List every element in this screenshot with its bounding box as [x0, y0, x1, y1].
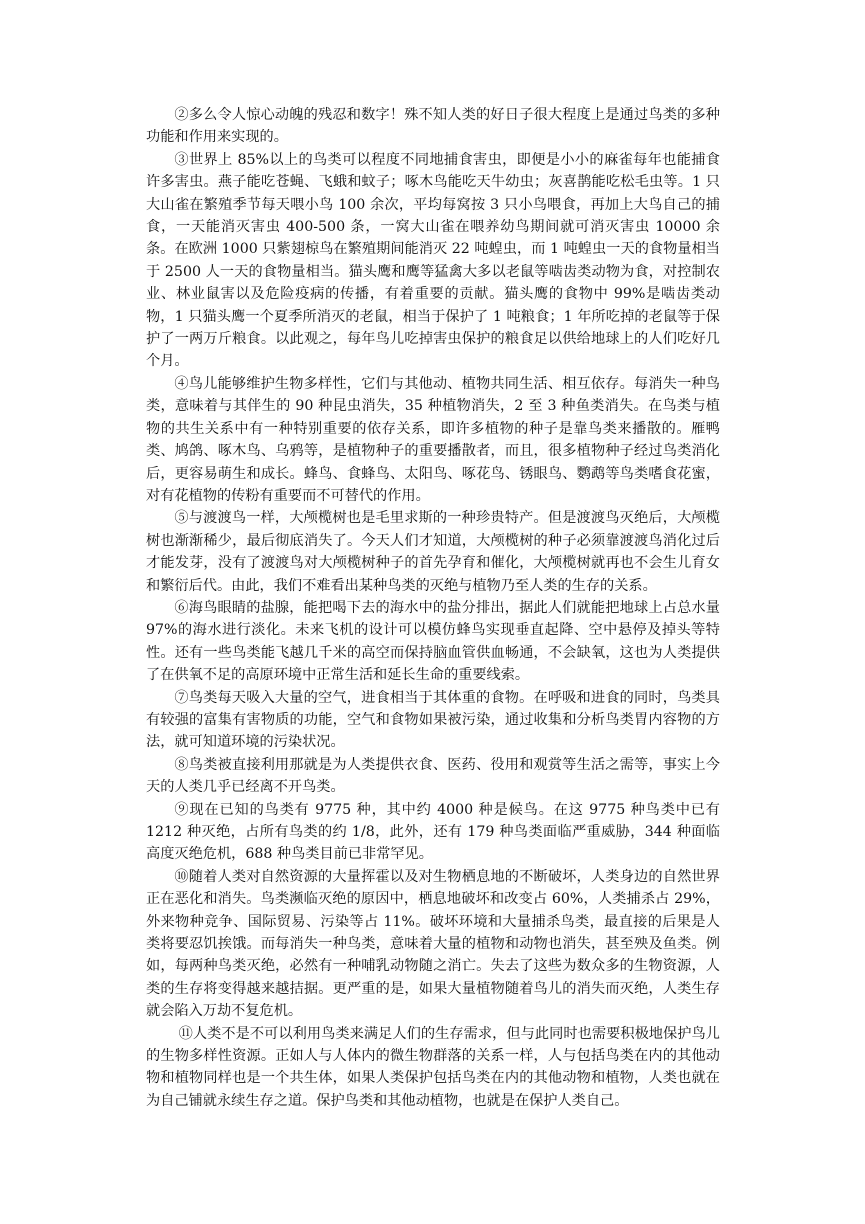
- paragraph-7: ⑦鸟类每天吸入大量的空气，进食相当于其体重的食物。在呼吸和进食的同时，鸟类具有较强的富集有害物质的功能，空气和食物如果被污染，通过收集和分析鸟类胃内容物的方法，就可知道环境的污染状况。: [146, 689, 720, 751]
- paragraph-3: ③世界上 85%以上的鸟类可以程度不同地捕食害虫，即便是小小的麻雀每年也能捕食许多害虫。燕子能吃苍蝇、飞蛾和蚊子；啄木鸟能吃天牛幼虫；灰喜鹊能吃松毛虫等。1 只大山雀在繁殖季节每天喂小鸟 100 余次，平均每窝按 3 只小鸟喂食，再加上大鸟自己的捕食，一天能消灭害虫 400-500 条，一窝大山雀在喂养幼鸟期间就可消灭害虫 10000 余条。在欧洲 1000 只紫翅椋鸟在繁殖期间能消灭 22 吨蝗虫，而 1 吨蝗虫一天的食物量相当于 2500 人一天的食物量相当。猫头鹰和鹰等猛禽大多以老鼠等啮齿类动物为食，对控制农业、林业鼠害以及危险疫病的传播，有着重要的贡献。猫头鹰的食物中 99%是啮齿类动物，1 只猫头鹰一个夏季所消灭的老鼠，相当于保护了 1 吨粮食；1 年所吃掉的老鼠等于保护了一两万斤粮食。以此观之，每年鸟儿吃掉害虫保护的粮食足以供给地球上的人们吃好几个月。: [146, 151, 720, 370]
- article-body: [146, 104, 720, 1112]
- paragraph-8: ⑧鸟类被直接利用那就是为人类提供衣食、医药、役用和观赏等生活之需等，事实上今天的人类几乎已经离不开鸟类。: [146, 756, 720, 796]
- paragraph-11: ⑪人类不是不可以利用鸟类来满足人们的生存需求，但与此同时也需要积极地保护鸟儿的生物多样性资源。正如人与人体内的微生物群落的关系一样，人与包括鸟类在内的其他动物和植物同样也是一个共生体，如果人类保护包括鸟类在内的其他动物和植物，人类也就在为自己铺就永续生存之道。保护鸟类和其他动植物，也就是在保护人类自己。: [146, 1025, 720, 1109]
- paragraph-5: ⑤与渡渡鸟一样，大颅榄树也是毛里求斯的一种珍贵特产。但是渡渡鸟灭绝后，大颅榄树也渐渐稀少，最后彻底消失了。今天人们才知道，大颅榄树的种子必须靠渡渡鸟消化过后才能发芽，没有了渡渡鸟对大颅榄树种子的首先孕育和催化，大颅榄树就再也不会生儿育女和繁衍后代。由此，我们不难看出某种鸟类的灭绝与植物乃至人类的生存的关系。: [146, 510, 720, 594]
- paragraph-4: ④鸟儿能够维护生物多样性，它们与其他动、植物共同生活、相互依存。每消失一种鸟类，意味着与其伴生的 90 种昆虫消失，35 种植物消失，2 至 3 种鱼类消失。在鸟类与植物的共生关系中有一种特别重要的依存关系，即许多植物的种子是靠鸟类来播散的。雁鸭类、鸠鸽、啄木鸟、乌鸦等，是植物种子的重要播散者，而且，很多植物种子经过鸟类消化后，更容易萌生和成长。蜂鸟、食蜂鸟、太阳鸟、啄花鸟、锈眼鸟、鹦鹉等鸟类嗜食花蜜，对有花植物的传粉有重要而不可替代的作用。: [146, 375, 720, 504]
- paragraph-2: ②多么令人惊心动魄的残忍和数字！殊不知人类的好日子很大程度上是通过鸟类的多种功能和作用来实现的。: [146, 107, 720, 146]
- paragraph-10: ⑩随着人类对自然资源的大量挥霍以及对生物栖息地的不断破坏，人类身边的自然世界正在恶化和消失。鸟类濒临灭绝的原因中，栖息地破坏和改变占 60%，人类捕杀占 29%，外来物种竞争、国际贸易、污染等占 11%。破坏环境和大量捕杀鸟类，最直接的后果是人类将要忍饥挨饿。而每消失一种鸟类，意味着大量的植物和动物也消失，甚至殃及鱼类。例如，每两种鸟类灭绝，必然有一种哺乳动物随之消亡。失去了这些为数众多的生物资源，人类的生存将变得越来越拮据。更严重的是，如果大量植物随着鸟儿的消失而灭绝，人类生存就会陷入万劫不复危机。: [146, 868, 720, 1020]
- paragraph-6: ⑥海鸟眼睛的盐腺，能把喝下去的海水中的盐分排出，据此人们就能把地球上占总水量 97%的海水进行淡化。未来飞机的设计可以模仿蜂鸟实现垂直起降、空中悬停及掉头等特性。还有一些鸟类能飞越几千米的高空而保持脑血管供血畅通，不会缺氧，这也为人类提供了在供氧不足的高原环境中正常生活和延长生命的重要线索。: [146, 599, 720, 684]
- paragraph-9: ⑨现在已知的鸟类有 9775 种，其中约 4000 种是候鸟。在这 9775 种鸟类中已有 1212 种灭绝，占所有鸟类的约 1/8，此外，还有 179 种鸟类面临严重威胁，344 种面临高度灭绝危机，688 种鸟类目前已非常罕见。: [146, 801, 720, 863]
